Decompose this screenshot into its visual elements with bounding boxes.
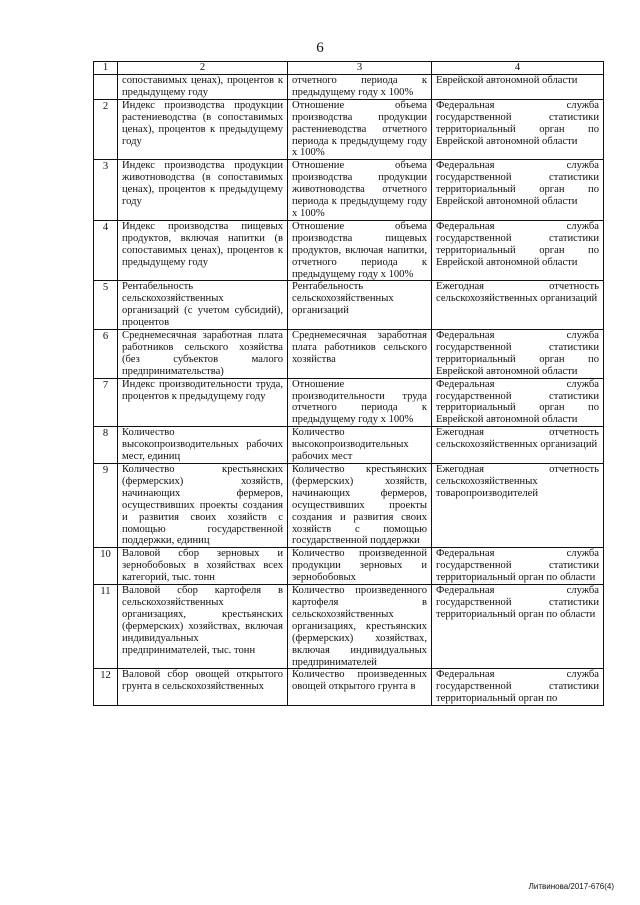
row-number: 4 bbox=[94, 220, 118, 281]
document-footer: Литвинова/2017-676(4) bbox=[528, 882, 614, 891]
indicator-cell: сопоставимых ценах), процентов к предыдущему году bbox=[118, 75, 288, 100]
indicator-cell: Среднемесячная заработная плата работников сельского хозяйства (без субъектов малого предпринимательства) bbox=[118, 330, 288, 379]
indicator-cell: Валовой сбор овощей открытого грунта в сельскохозяйственных bbox=[118, 669, 288, 706]
method-cell: Отношение производительности труда отчетного периода к предыдущему году х 100% bbox=[288, 378, 432, 427]
source-cell: Федеральная служба государственной статистики территориальный орган по области bbox=[432, 585, 604, 669]
table-row bbox=[94, 464, 604, 548]
source-cell: Федеральная служба государственной статистики территориальный орган по области bbox=[432, 548, 604, 585]
header-col-4: 4 bbox=[432, 62, 604, 75]
row-number: 3 bbox=[94, 160, 118, 221]
method-cell: Количество произведенных овощей открытого грунта в bbox=[288, 669, 432, 706]
row-number: 12 bbox=[94, 669, 118, 706]
source-cell: Федеральная служба государственной статистики территориальный орган по Еврейской автономной области bbox=[432, 99, 604, 160]
source-cell: Еврейской автономной области bbox=[432, 75, 604, 100]
table-row bbox=[94, 220, 604, 281]
method-cell: Отношение объема производства продукции растениеводства отчетного периода к предыдущему году х 100% bbox=[288, 99, 432, 160]
table-row bbox=[94, 548, 604, 585]
table-row bbox=[94, 427, 604, 464]
table-row bbox=[94, 378, 604, 427]
header-col-1: 1 bbox=[94, 62, 118, 75]
row-number: 11 bbox=[94, 585, 118, 669]
source-cell: Федеральная служба государственной статистики территориальный орган по Еврейской автономной области bbox=[432, 220, 604, 281]
indicator-cell: Валовой сбор картофеля в сельскохозяйственных организациях, крестьянских (фермерских) хозяйствах, включая индивидуальных предпринимателей, тыс. тонн bbox=[118, 585, 288, 669]
source-cell: Ежегодная отчетность сельскохозяйственных организаций bbox=[432, 281, 604, 330]
indicator-cell: Индекс производства продукции животноводства (в сопоставимых ценах), процентов к предыдущему году bbox=[118, 160, 288, 221]
table-row bbox=[94, 281, 604, 330]
table-row bbox=[94, 75, 604, 100]
indicator-cell: Рентабельность сельскохозяйственных организаций (с учетом субсидий), процентов bbox=[118, 281, 288, 330]
row-number: 5 bbox=[94, 281, 118, 330]
source-cell: Федеральная служба государственной статистики территориальный орган по Еврейской автономной области bbox=[432, 378, 604, 427]
source-cell: Федеральная служба государственной статистики территориальный орган по Еврейской автономной области bbox=[432, 330, 604, 379]
method-cell: отчетного периода к предыдущему году х 100% bbox=[288, 75, 432, 100]
table-row bbox=[94, 330, 604, 379]
table-row bbox=[94, 669, 604, 706]
method-cell: Количество произведенного картофеля в сельскохозяйственных организациях, крестьянских (фермерских) хозяйствах, включая индивидуальных предпринимателей bbox=[288, 585, 432, 669]
method-cell: Рентабельность сельскохозяйственных организаций bbox=[288, 281, 432, 330]
row-number: 10 bbox=[94, 548, 118, 585]
method-cell: Количество произведенной продукции зерновых и зернобобовых bbox=[288, 548, 432, 585]
header-col-2: 2 bbox=[118, 62, 288, 75]
table-row bbox=[94, 585, 604, 669]
row-number: 6 bbox=[94, 330, 118, 379]
method-cell: Отношение объема производства пищевых продуктов, включая напитки, отчетного периода к предыдущему году х 100% bbox=[288, 220, 432, 281]
table-row bbox=[94, 99, 604, 160]
row-number: 2 bbox=[94, 99, 118, 160]
method-cell: Среднемесячная заработная плата работников сельского хозяйства bbox=[288, 330, 432, 379]
indicators-table bbox=[93, 61, 604, 706]
row-number: 7 bbox=[94, 378, 118, 427]
indicator-cell: Количество крестьянских (фермерских) хозяйств, начинающих фермеров, осуществивших проекты создания и развития своих хозяйств с помощью государственной поддержки, единиц bbox=[118, 464, 288, 548]
row-number: 8 bbox=[94, 427, 118, 464]
indicator-cell: Количество высокопроизводительных рабочих мест, единиц bbox=[118, 427, 288, 464]
source-cell: Федеральная служба государственной статистики территориальный орган по Еврейской автономной области bbox=[432, 160, 604, 221]
table-header-row bbox=[94, 62, 604, 75]
source-cell: Федеральная служба государственной статистики территориальный орган по bbox=[432, 669, 604, 706]
header-col-3: 3 bbox=[288, 62, 432, 75]
source-cell: Ежегодная отчетность сельскохозяйственных товаропроизводителей bbox=[432, 464, 604, 548]
page-number: 6 bbox=[316, 40, 324, 56]
table-row bbox=[94, 160, 604, 221]
source-cell: Ежегодная отчетность сельскохозяйственных организаций bbox=[432, 427, 604, 464]
method-cell: Количество крестьянских (фермерских) хозяйств, начинающих фермеров, осуществивших проекты создания и развития своих хозяйств с помощью государственной поддержки bbox=[288, 464, 432, 548]
method-cell: Количество высокопроизводительных рабочих мест bbox=[288, 427, 432, 464]
method-cell: Отношение объема производства продукции животноводства отчетного периода к предыдущему году х 100% bbox=[288, 160, 432, 221]
row-number: 9 bbox=[94, 464, 118, 548]
indicator-cell: Индекс производства пищевых продуктов, включая напитки (в сопоставимых ценах), процентов к предыдущему году bbox=[118, 220, 288, 281]
indicator-cell: Валовой сбор зерновых и зернобобовых в хозяйствах всех категорий, тыс. тонн bbox=[118, 548, 288, 585]
indicator-cell: Индекс производительности труда, процентов к предыдущему году bbox=[118, 378, 288, 427]
row-number bbox=[94, 75, 118, 100]
indicator-cell: Индекс производства продукции растениеводства (в сопоставимых ценах), процентов к предыдущему году bbox=[118, 99, 288, 160]
